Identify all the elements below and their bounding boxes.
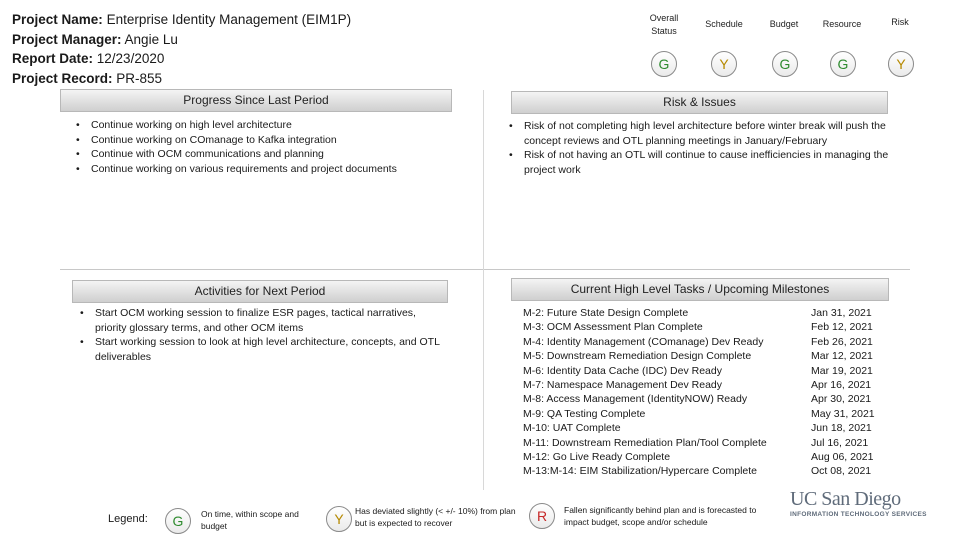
logo-subtitle: INFORMATION TECHNOLOGY SERVICES xyxy=(790,511,927,518)
legend-label: Legend: xyxy=(108,513,148,525)
milestone-task: M-8: Access Management (IdentityNOW) Ready xyxy=(523,393,748,406)
list-item: • Start working session to look at high level architecture, concepts, and OTL deliverables xyxy=(76,335,446,364)
milestones-section-title: Current High Level Tasks / Upcoming Milestones xyxy=(511,278,889,301)
project-header xyxy=(12,10,351,88)
milestone-task: M-2: Future State Design Complete xyxy=(523,307,689,319)
progress-section-title: Progress Since Last Period xyxy=(60,89,452,112)
milestone-task: M-3: OCM Assessment Plan Complete xyxy=(523,321,703,334)
milestone-date: Jul 16, 2021 xyxy=(811,436,869,449)
legend-yellow-indicator: Y xyxy=(326,506,352,532)
milestone-task: M-9: QA Testing Complete xyxy=(523,407,646,420)
status-budget-indicator: G xyxy=(772,51,798,77)
vertical-divider xyxy=(483,90,484,490)
milestone-date: Apr 16, 2021 xyxy=(811,379,872,391)
milestone-date: Oct 08, 2021 xyxy=(811,465,872,478)
status-label-risk: Risk xyxy=(891,17,909,27)
logo-wordmark: UC San Diego xyxy=(790,488,901,510)
risk-list xyxy=(505,119,915,177)
milestone-task: M-4: Identity Management (COmanage) Dev Ready xyxy=(523,335,764,348)
milestone-date: Jun 18, 2021 xyxy=(811,422,872,435)
milestone-task: M-10: UAT Complete xyxy=(523,422,621,435)
list-item: • Continue working on various requirements and project documents xyxy=(72,162,472,177)
status-risk-indicator: Y xyxy=(888,51,914,77)
legend-green-text: On time, within scope and budget xyxy=(201,509,299,531)
status-label-budget: Budget xyxy=(769,19,799,29)
project-record: Project Record: PR-855 xyxy=(12,70,163,86)
milestone-date: Jan 31, 2021 xyxy=(811,307,872,319)
list-item: • Start OCM working session to finalize ESR pages, tactical narratives, priority glossary terms, and other OCM items xyxy=(76,306,446,335)
list-item: • Continue working on high level architecture xyxy=(72,118,472,133)
status-label-overall: Overall Status xyxy=(649,13,679,36)
milestone-date: Mar 19, 2021 xyxy=(811,364,873,377)
milestone-date: Mar 12, 2021 xyxy=(811,350,873,363)
legend-red-indicator: R xyxy=(529,503,555,529)
milestone-task: M-6: Identity Data Cache (IDC) Dev Ready xyxy=(523,364,722,377)
progress-list xyxy=(72,118,472,176)
status-label-resource: Resource xyxy=(822,19,862,29)
milestone-date: Feb 26, 2021 xyxy=(811,335,873,348)
status-schedule-indicator: Y xyxy=(711,51,737,77)
ucsd-logo xyxy=(790,488,940,520)
milestone-task: M-7: Namespace Management Dev Ready xyxy=(523,379,723,391)
list-item: • Risk of not completing high level architecture before winter break will push the concept reviews and OTL planning meetings in January/February xyxy=(505,119,915,148)
legend-green-indicator: G xyxy=(165,508,191,534)
list-item: • Continue with OCM communications and planning xyxy=(72,147,472,162)
milestone-task: M-11: Downstream Remediation Plan/Tool Complete xyxy=(523,436,767,449)
project-name: Project Name: Enterprise Identity Management (EIM1P) xyxy=(12,12,352,27)
horizontal-divider xyxy=(60,269,910,270)
status-overall-indicator: G xyxy=(651,51,677,77)
milestone-task: M-12: Go Live Ready Complete xyxy=(523,451,671,463)
legend-yellow-text: Has deviated slightly (< +/- 10%) from plan but is expected to recover xyxy=(355,506,516,528)
milestone-date: Apr 30, 2021 xyxy=(811,393,872,406)
activities-list xyxy=(76,306,446,364)
milestone-date: Feb 12, 2021 xyxy=(811,321,873,334)
activities-section-title: Activities for Next Period xyxy=(72,280,448,303)
milestone-task: M-13:M-14: EIM Stabilization/Hypercare Complete xyxy=(523,465,758,478)
milestone-date: Aug 06, 2021 xyxy=(811,451,874,463)
report-date: Report Date: 12/23/2020 xyxy=(12,51,165,66)
milestone-task: M-5: Downstream Remediation Design Complete xyxy=(523,350,752,363)
list-item: • Risk of not having an OTL will continue to cause inefficiencies in managing the project work xyxy=(505,148,915,177)
project-manager: Project Manager: Angie Lu xyxy=(12,31,178,47)
milestone-date: May 31, 2021 xyxy=(811,407,875,420)
risk-section-title: Risk & Issues xyxy=(511,91,888,114)
status-label-schedule: Schedule xyxy=(705,19,743,29)
legend-red-text: Fallen significantly behind plan and is forecasted to impact budget, scope and/or schedule xyxy=(564,505,757,527)
list-item: • Continue working on COmanage to Kafka integration xyxy=(72,133,472,148)
status-resource-indicator: G xyxy=(830,51,856,77)
